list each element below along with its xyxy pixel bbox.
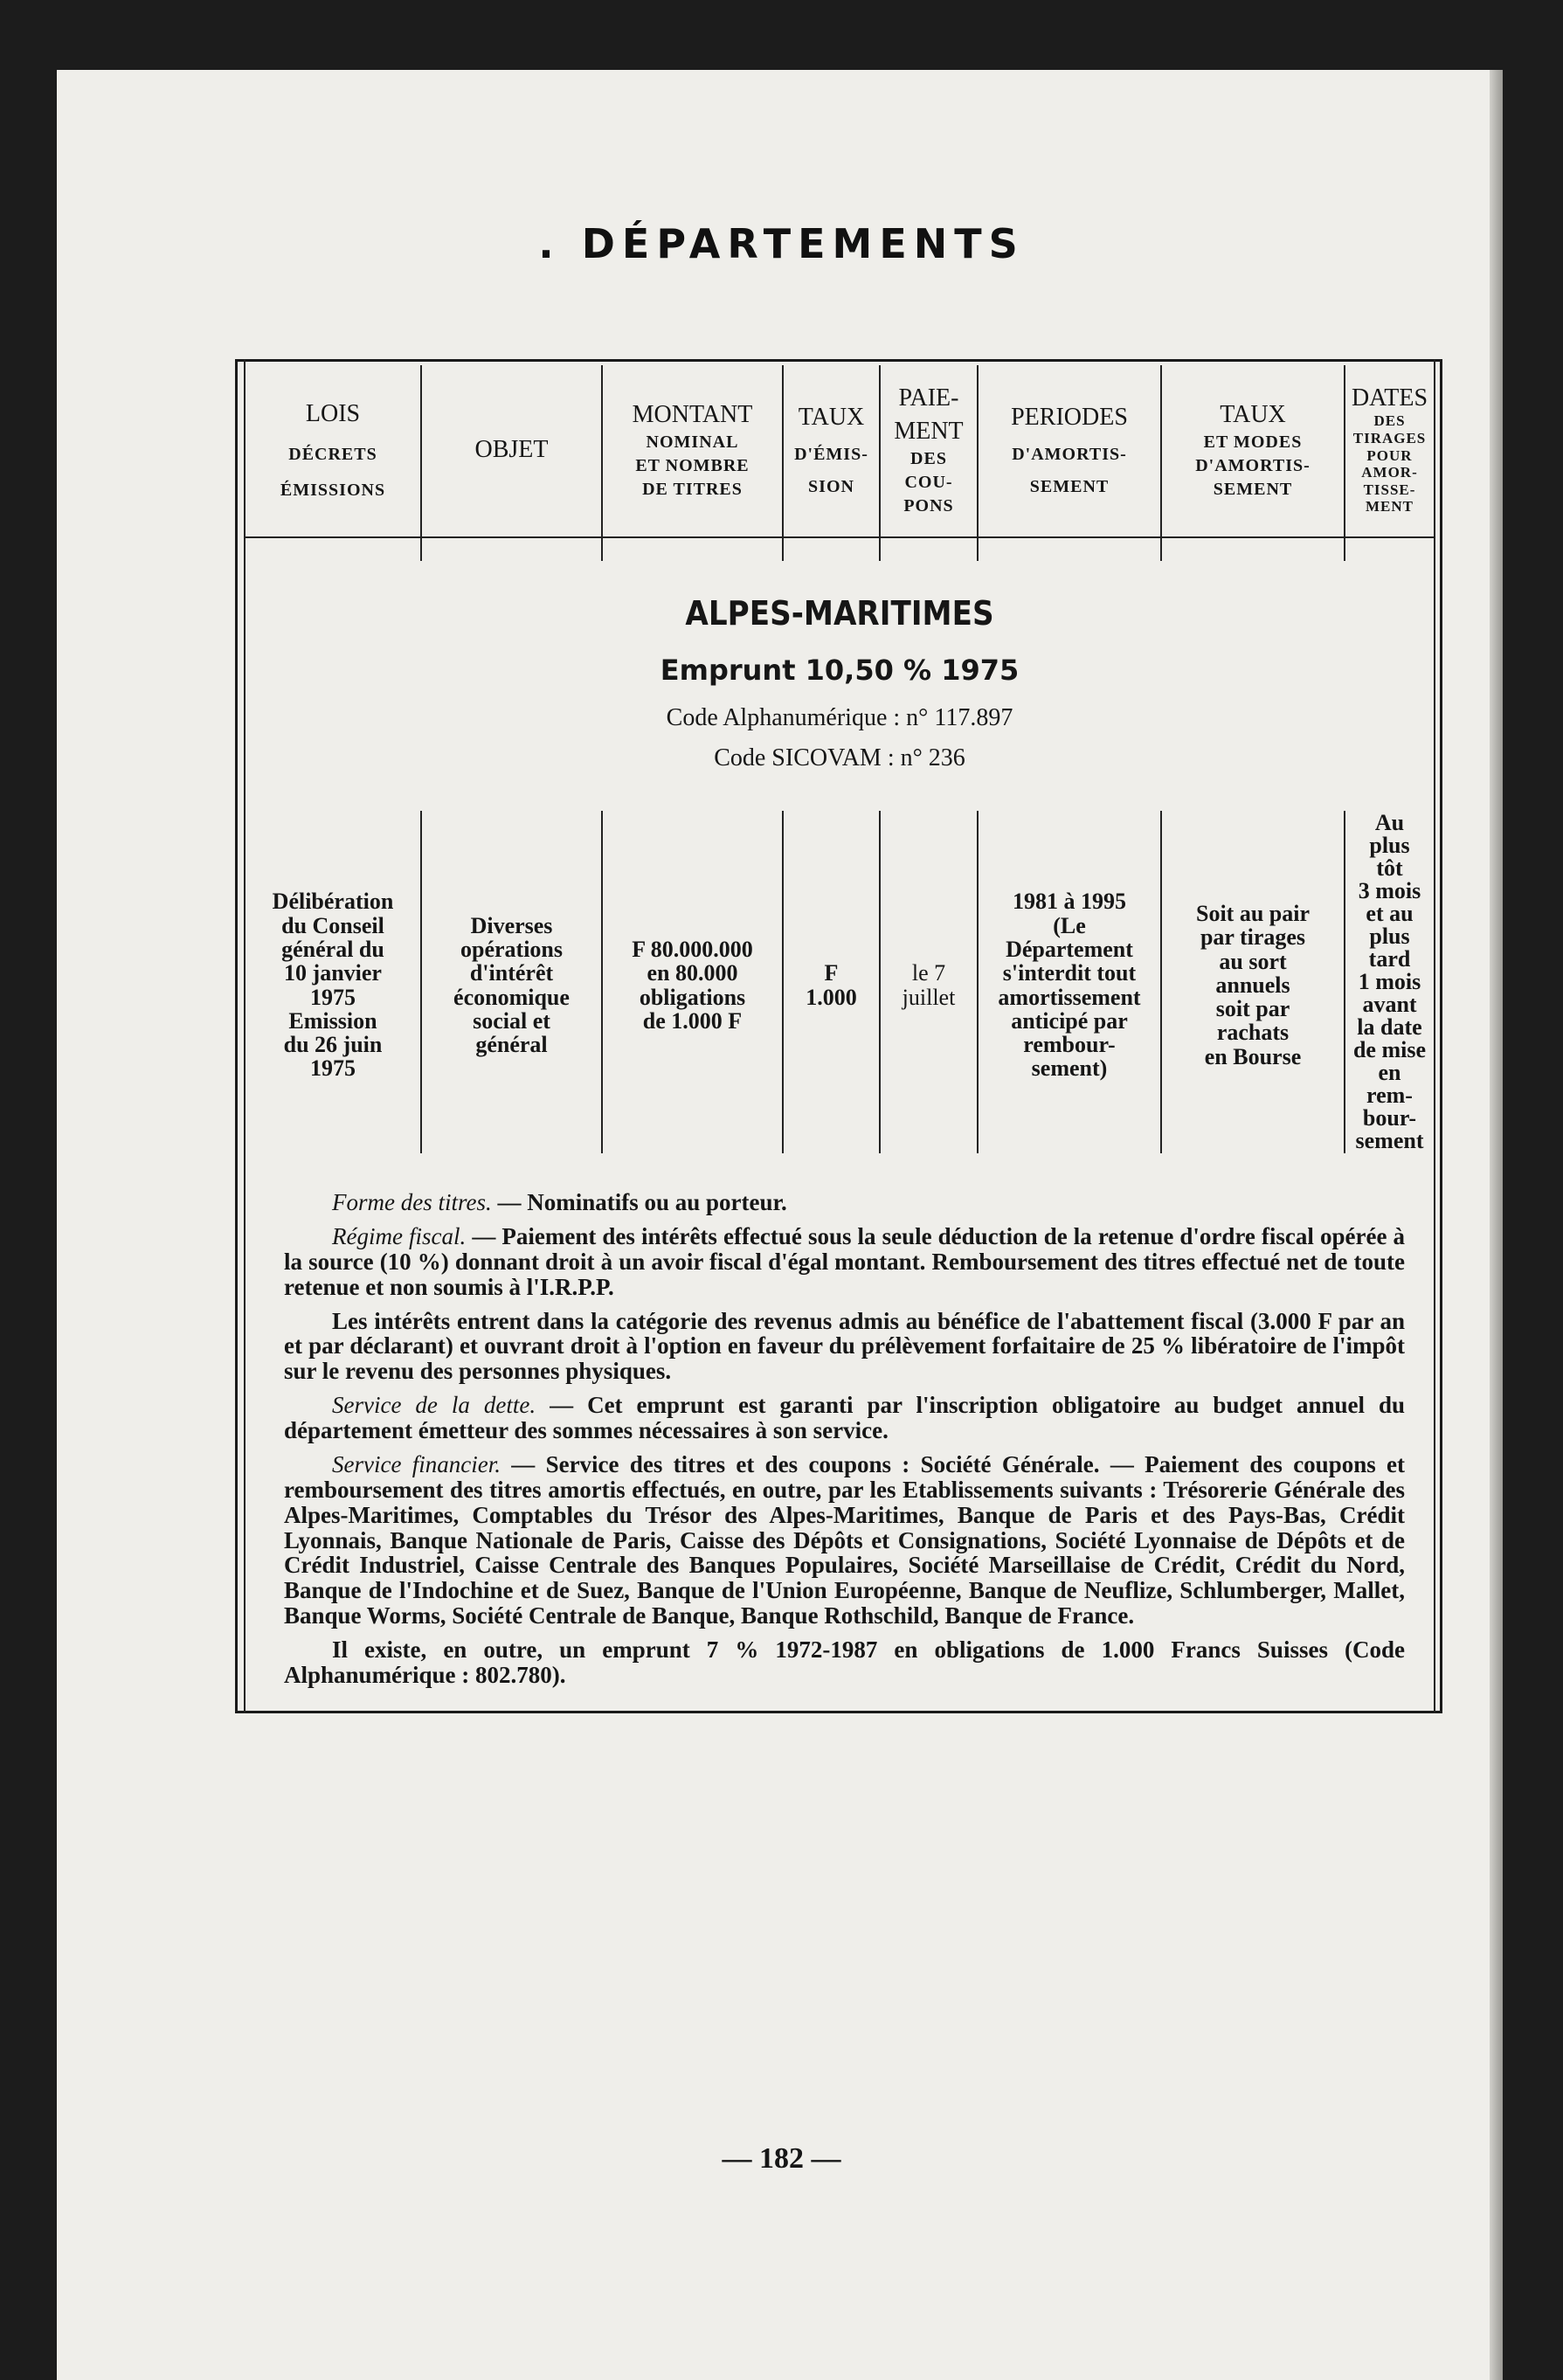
page-edge <box>1490 70 1503 2380</box>
service-dette-paragraph: Service de la dette. — Cet emprunt est garanti par l'inscription obligatoire au budget annuel du département émetteur des sommes nécessaires à son service. <box>284 1392 1405 1443</box>
notes-block <box>284 1190 1405 1688</box>
column-rule <box>601 536 603 561</box>
cell-montant: F 80.000.000 en 80.000 obligations de 1.000 F <box>632 936 753 1034</box>
section-subtitle: Emprunt 10,50 % 1975 <box>660 654 1020 687</box>
header-periodes: PERIODES D'AMORTIS- SEMENT <box>1011 404 1128 496</box>
header-dates: DATES DES TIRAGES POUR AMOR- TISSE- MENT <box>1351 384 1428 515</box>
cell-taux-modes: Soit au pair par tirages au sort annuels soit par rachats en Bourse <box>1195 900 1311 1069</box>
table-inner-rule-right <box>1434 359 1435 1713</box>
section-title: ALPES-MARITIMES <box>685 594 994 633</box>
column-rule <box>1344 536 1345 561</box>
department-heading: . DÉPARTEMENTS <box>538 220 1025 267</box>
column-rule <box>977 536 979 561</box>
column-rule <box>420 536 422 561</box>
header-taux-emission: TAUX D'ÉMIS- SION <box>794 404 868 496</box>
forme-paragraph: Forme des titres. — Nominatifs ou au porteur. <box>332 1189 787 1215</box>
cell-lois: Délibération du Conseil général du 10 janvier 1975 Emission du 26 juin 1975 <box>272 889 394 1082</box>
header-lois: LOIS DÉCRETS ÉMISSIONS <box>280 400 386 500</box>
service-financier-paragraph: Service financier. — Service des titres et des coupons : Société Générale. — Paiement des coupons et remboursement des titres amortis effectués, en outre, par les Etablissements suivants : Trésorerie Générale des Alpes-Maritimes, Comptables du Trésor des Alpes-Maritimes, Banque de Paris et des Pays-Bas, Crédit Lyonnais, Banque Nationale de Paris, Caisse des Dépôts et Consignations, Société Lyonnaise de Dépôts et de Crédit Industriel, Caisse Centrale des Banques Populaires, Société Marseillaise de Crédit, Crédit du Nord, Banque de l'Indochine et de Suez, Banque de l'Union Européenne, Banque de Neuflize, Schlumberger, Mallet, Banque Worms, Société Centrale de Banque, Banque Rothschild, Banque de France. <box>284 1450 1406 1629</box>
autre-emprunt-paragraph: Il existe, en outre, un emprunt 7 % 1972-1987 en obligations de 1.000 Francs Suisses (Code Alphanumérique : 802.780). <box>284 1636 1405 1688</box>
header-objet: OBJET <box>474 436 549 464</box>
column-rule <box>879 536 881 561</box>
header-paiement: PAIE- MENT DES COU- PONS <box>894 384 964 516</box>
cell-dates: Au plus tôt 3 mois et au plus tard 1 mois avant la date de mise en rem- bour- sement <box>1352 810 1427 1153</box>
column-rule <box>782 536 784 561</box>
cell-taux-emission: F 1.000 <box>806 960 857 1010</box>
header-rule <box>246 536 1434 538</box>
header-montant: MONTANT NOMINAL ET NOMBRE DE TITRES <box>632 400 753 500</box>
cell-paiement: le 7 juillet <box>902 960 956 1010</box>
interets-paragraph: Les intérêts entrent dans la catégorie des revenus admis au bénéfice de l'abattement fiscal (3.000 F par an et par déclarant) et ouvrant droit à l'option en faveur du prélèvement forfaitaire de 25 % libératoire de l'impôt sur le revenu des personnes physiques. <box>284 1307 1405 1385</box>
page-number: — 182 — <box>722 2142 841 2175</box>
code-alphanumerique: Code Alphanumérique : n° 117.897 <box>666 704 1013 731</box>
column-rule <box>1160 536 1162 561</box>
regime-paragraph: Régime fiscal. — Paiement des intérêts effectué sous la seule déduction de la retenue d'ordre fiscal opérée à la source (10 %) donnant droit à un avoir fiscal d'égal montant. Remboursement des titres effectué net de toute retenue et non soumis à l'I.R.P.P. <box>284 1222 1405 1300</box>
code-sicovam: Code SICOVAM : n° 236 <box>714 744 965 771</box>
header-taux-modes: TAUX ET MODES D'AMORTIS- SEMENT <box>1195 400 1311 500</box>
cell-objet: Diverses opérations d'intérêt économique social et général <box>453 912 570 1058</box>
cell-periodes: 1981 à 1995 (Le Département s'interdit tout amortissement anticipé par rembour- sement) <box>998 889 1141 1082</box>
